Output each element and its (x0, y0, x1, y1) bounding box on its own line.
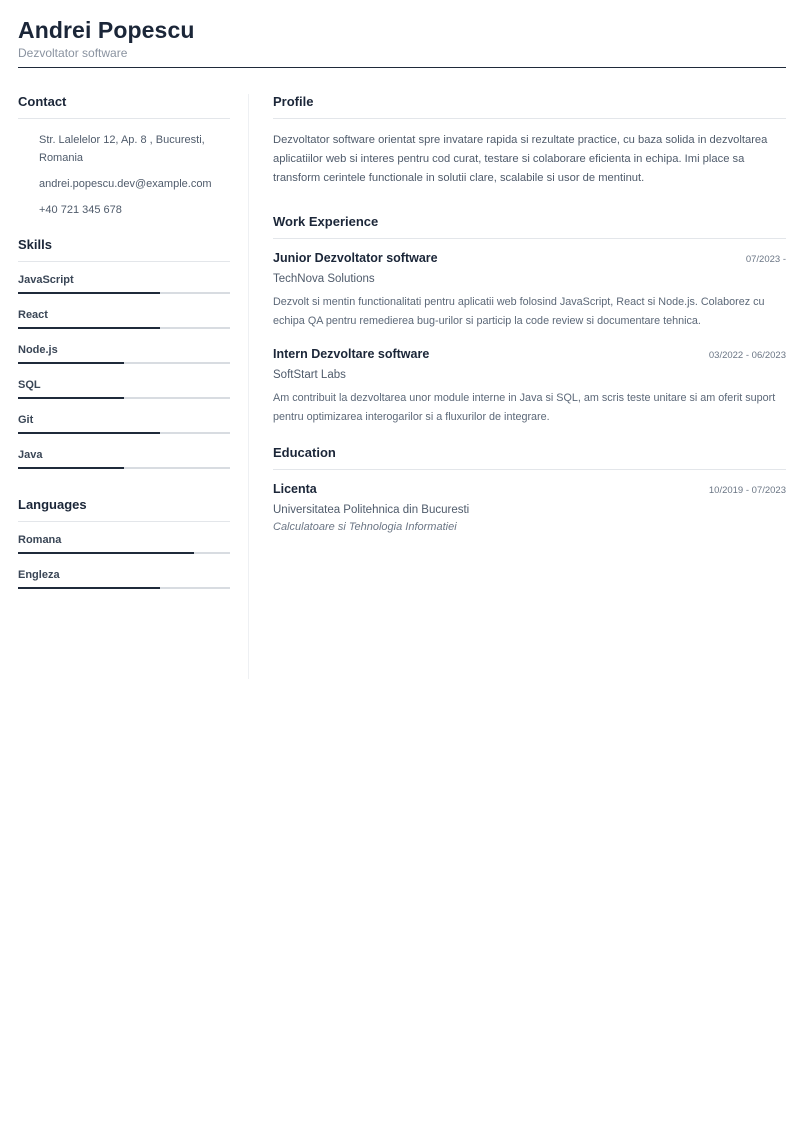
skill-level-track (18, 397, 230, 399)
language-item (18, 569, 230, 589)
skill-level-fill (18, 362, 124, 364)
skill-item (18, 344, 230, 364)
skill-level-fill (18, 397, 124, 399)
contact-address: Str. Lalelelor 12, Ap. 8 , Bucuresti, Romania (39, 134, 205, 164)
skill-label: JavaScript (18, 274, 74, 286)
job-entry (273, 347, 786, 427)
education-header (273, 482, 786, 496)
language-label: Romana (18, 534, 62, 546)
skill-level-fill (18, 292, 160, 294)
skills-title: Skills (18, 237, 230, 262)
candidate-headline: Dezvoltator software (18, 46, 128, 60)
job-description: Dezvolt si mentin functionalitati pentru aplicatii web folosind JavaScript, React si Node.js. Colaborez cu echipa QA pentru remedierea bug-urilor si particip la code review si documentare tehnica. (273, 296, 765, 327)
skill-level-track (18, 432, 230, 434)
profile-title: Profile (273, 94, 786, 119)
experience-section (273, 214, 786, 427)
skill-label: React (18, 309, 48, 321)
experience-title: Work Experience (273, 214, 786, 239)
skill-label: Node.js (18, 344, 58, 356)
contact-phone[interactable]: +40 721 345 678 (39, 204, 122, 216)
profile-summary: Dezvoltator software orientat spre invatare rapida si rezultate practice, cu baza solida in dezvoltarea aplicatiilor web si interes pentru cod curat, testare si colaborare eficienta in echipa. Imi place sa transform cerintele functionale in solutii clare, scalabile si usor de mentinut. (273, 134, 768, 184)
education-title: Education (273, 445, 786, 470)
languages-section (18, 497, 230, 589)
education-section (273, 445, 786, 533)
language-level-track (18, 552, 230, 554)
skill-item (18, 274, 230, 294)
languages-title: Languages (18, 497, 230, 522)
job-entry (273, 251, 786, 331)
resume-header (18, 0, 786, 68)
skill-level-fill (18, 327, 160, 329)
language-label: Engleza (18, 569, 60, 581)
skill-level-track (18, 327, 230, 329)
job-date: 03/2022 - 06/2023 (708, 350, 786, 361)
education-degree: Licenta (273, 482, 317, 496)
education-entry (273, 482, 786, 533)
skill-level-fill (18, 432, 160, 434)
profile-section (273, 94, 786, 188)
job-company: SoftStart Labs (273, 369, 346, 381)
skill-item (18, 449, 230, 469)
skill-label: Java (18, 449, 43, 461)
job-date: 07/2023 - (745, 254, 786, 265)
left-column (18, 94, 249, 679)
skill-level-track (18, 362, 230, 364)
skills-section (18, 237, 230, 469)
contact-email[interactable]: andrei.popescu.dev@example.com (39, 178, 212, 190)
job-description: Am contribuit la dezvoltarea unor module interne in Java si SQL, am scris teste unitare si am oferit suport pentru optimizarea interogarilor si a fluxurilor de integrare. (273, 392, 776, 423)
contact-title: Contact (18, 94, 230, 119)
candidate-name: Andrei Popescu (18, 17, 195, 43)
skill-item (18, 414, 230, 434)
skill-label: SQL (18, 379, 41, 391)
language-level-fill (18, 587, 160, 589)
resume-columns (18, 94, 786, 679)
contact-section (18, 94, 230, 219)
right-column (249, 94, 786, 679)
skill-level-track (18, 467, 230, 469)
skill-level-track (18, 292, 230, 294)
skill-label: Git (18, 414, 34, 426)
education-date: 10/2019 - 07/2023 (708, 485, 786, 496)
job-company: TechNova Solutions (273, 273, 375, 285)
skill-item (18, 309, 230, 329)
language-item (18, 534, 230, 554)
skill-level-fill (18, 467, 124, 469)
job-title: Junior Dezvoltator software (273, 251, 438, 265)
language-level-track (18, 587, 230, 589)
job-header (273, 347, 786, 361)
skill-item (18, 379, 230, 399)
education-field: Calculatoare si Tehnologia Informatiei (273, 521, 457, 533)
language-level-fill (18, 552, 194, 554)
education-school: Universitatea Politehnica din Bucuresti (273, 504, 470, 516)
job-title: Intern Dezvoltare software (273, 347, 430, 361)
job-header (273, 251, 786, 265)
